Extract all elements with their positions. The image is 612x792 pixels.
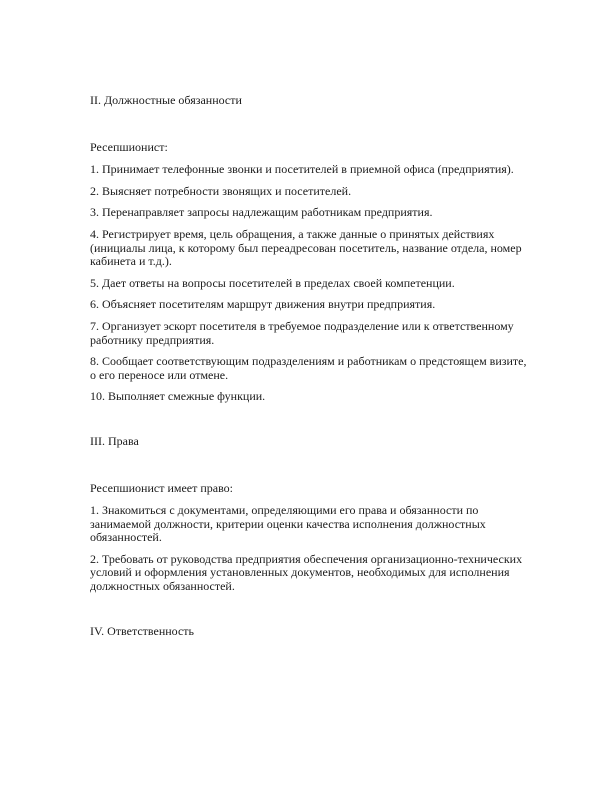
rights-item-2: 2. Требовать от руководства предприятия обеспечения организационно-технических условий и оформления установленных документов, необходимых для исполнения должностных обязанностей.	[90, 551, 523, 594]
duty-item-5: 5. Дает ответы на вопросы посетителей в пределах своей компетенции.	[90, 275, 455, 290]
rights-item-1: 1. Знакомиться с документами, определяющими его права и обязанности по занимаемой должности, критерии оценки качества исполнения должностных обязанностей.	[90, 503, 486, 545]
section-heading-rights: III. Права	[90, 433, 139, 448]
section-heading-responsibility: IV. Ответственность	[90, 623, 195, 638]
duty-item-1: 1. Принимает телефонные звонки и посетителей в приемной офиса (предприятия).	[90, 162, 514, 177]
section-intro-rights: Ресепшионист имеет право:	[90, 480, 234, 495]
duty-item-3: 3. Перенаправляет запросы надлежащим работникам предприятия.	[90, 205, 433, 220]
duty-item-2: 2. Выясняет потребности звонящих и посетителей.	[90, 183, 352, 198]
section-heading-duties: II. Должностные обязанности	[90, 93, 242, 107]
duty-item-8: 8. Сообщает соответствующим подразделениям и работникам о предстоящем визите, о его переносе или отмене.	[90, 354, 527, 382]
section-intro-duties: Ресепшионист:	[90, 139, 168, 154]
duty-item-6: 6. Объясняет посетителям маршрут движения внутри предприятия.	[90, 297, 436, 312]
duty-item-4: 4. Регистрирует время, цель обращения, а также данные о принятых действиях (инициалы лица, к которому был переадресован посетитель, название отдела, номер кабинета и т.д.).	[90, 226, 522, 269]
document-page	[90, 94, 530, 638]
duty-item-10: 10. Выполняет смежные функции.	[90, 389, 266, 404]
duty-item-7: 7. Организует эскорт посетителя в требуемое подразделение или к ответственному работнику предприятия.	[90, 318, 514, 347]
